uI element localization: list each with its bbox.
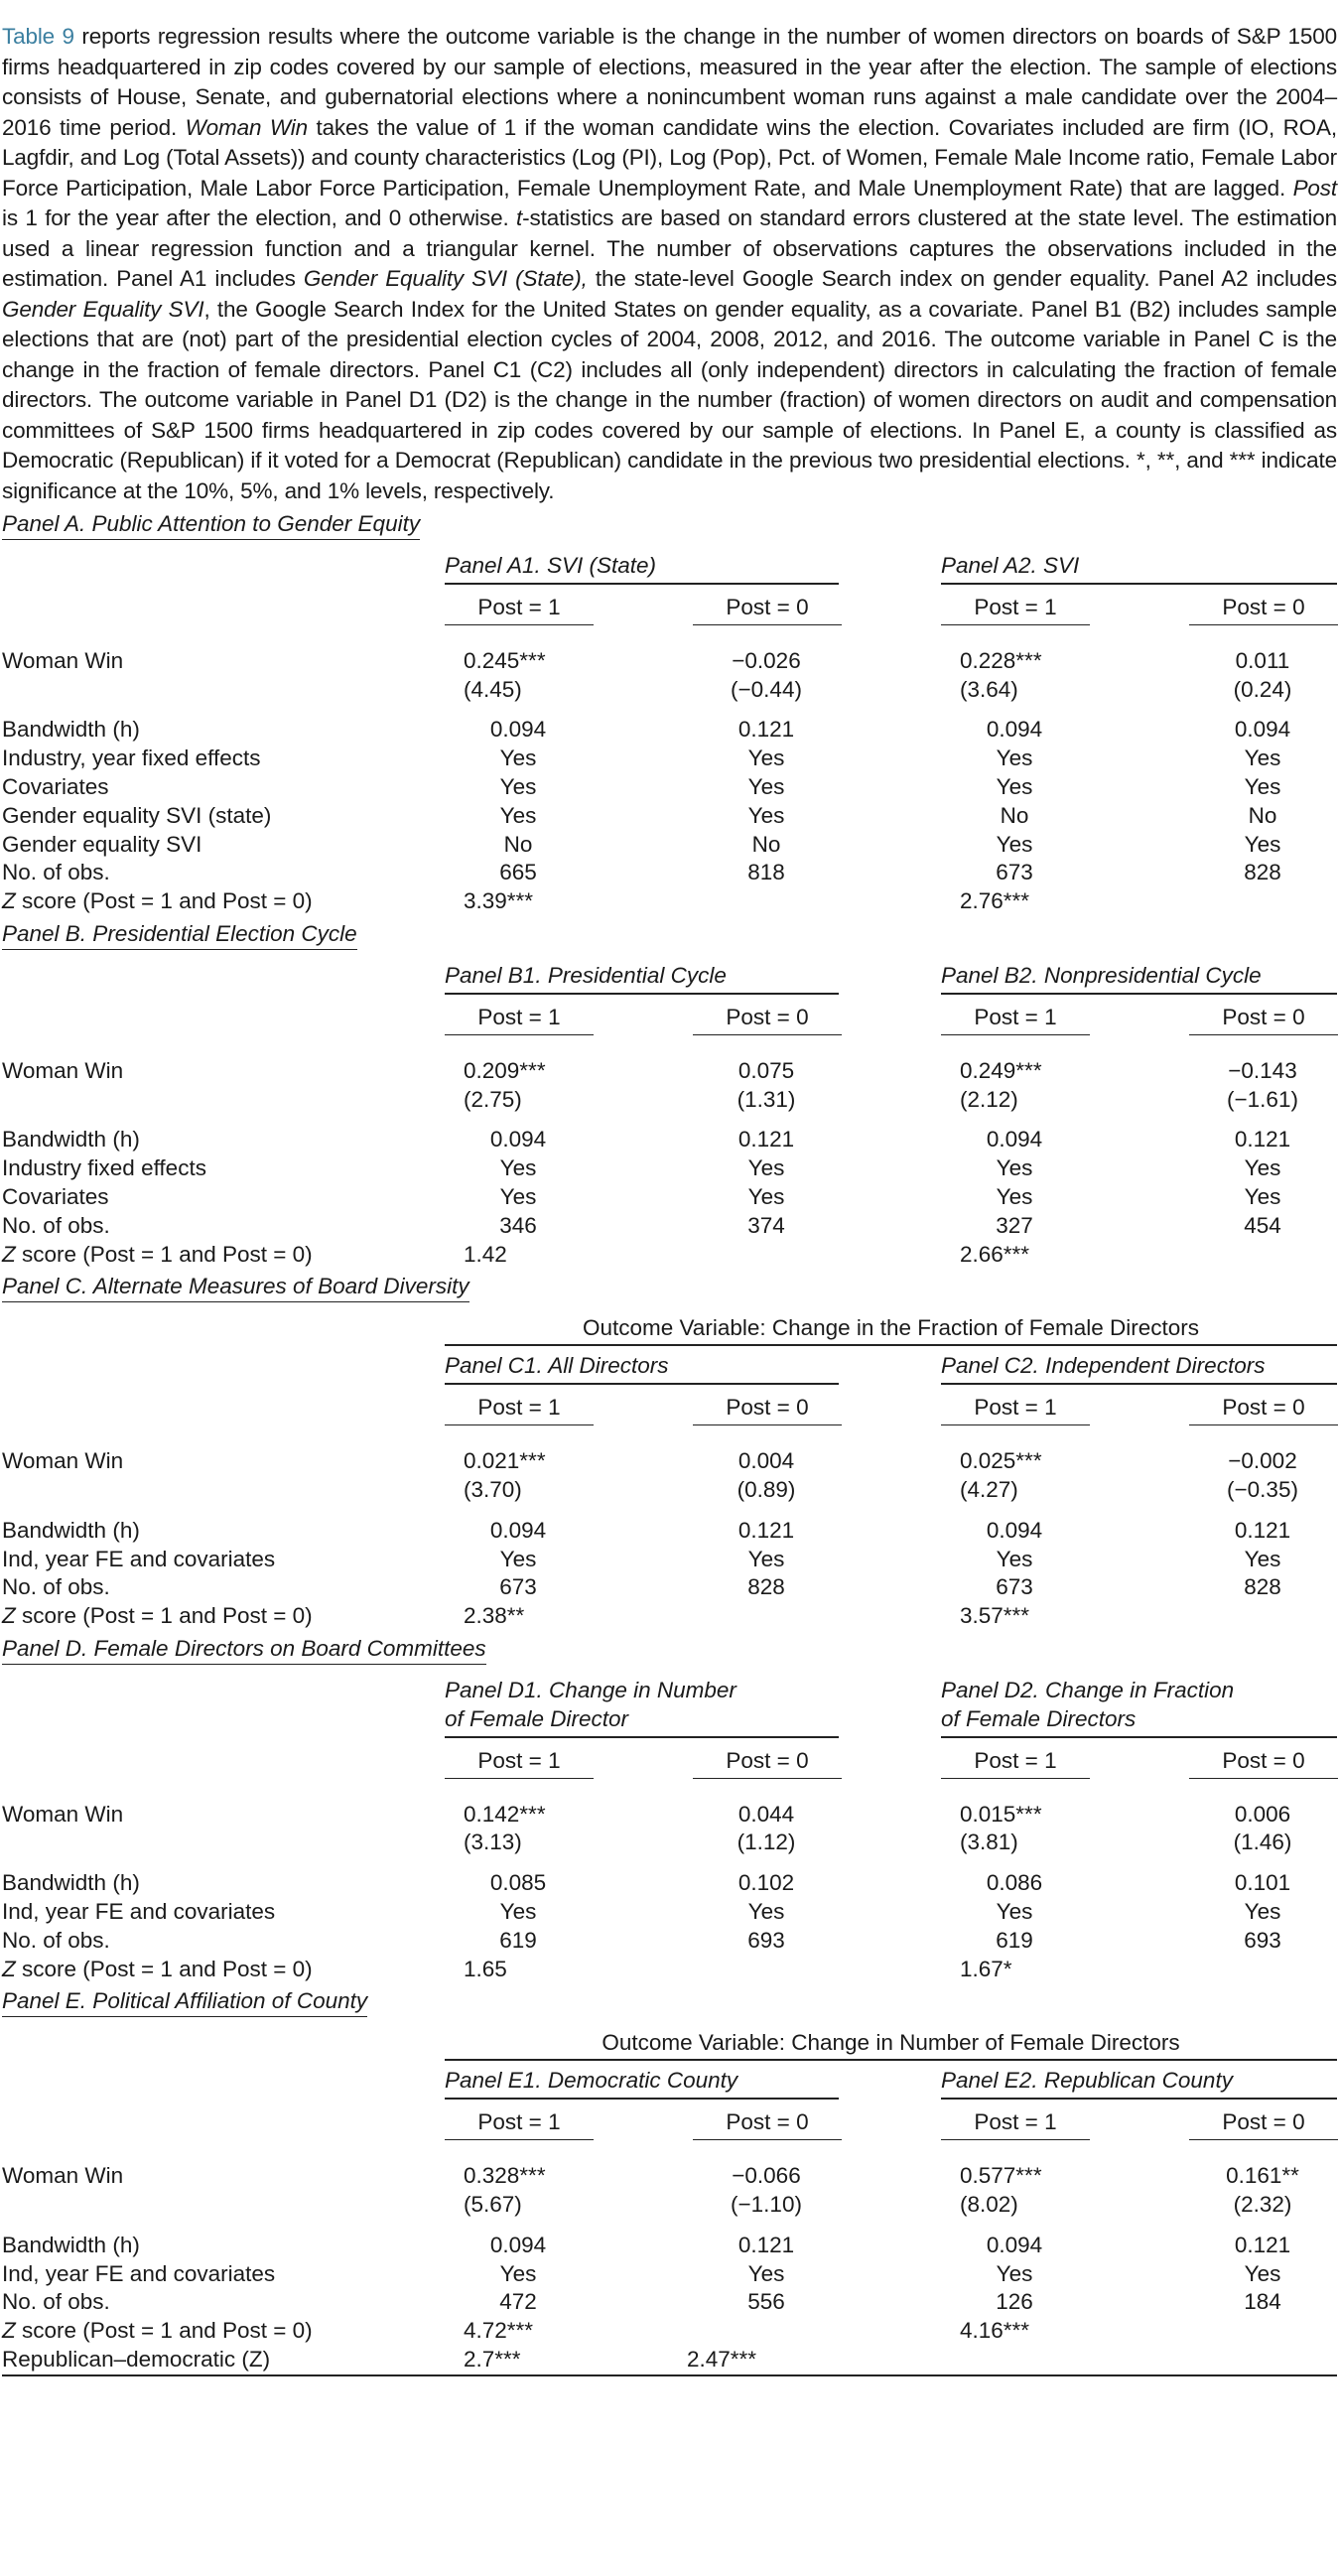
row-label: Gender equality SVI (state) [2, 802, 272, 828]
table-cell: Yes [747, 2260, 785, 2286]
table-cell: 0.121 [737, 717, 795, 743]
table-cell: 472 [499, 2289, 537, 2315]
table-cell: 828 [1244, 1574, 1281, 1600]
table-cell: 2.38** [464, 1603, 525, 1629]
table-cell: 126 [996, 2289, 1033, 2315]
t-statistic: (4.27) [960, 1476, 1018, 1502]
table-cell: 556 [747, 2289, 785, 2315]
table-cell: 4.72*** [464, 2318, 534, 2344]
table-rule [445, 624, 594, 625]
table-cell: 327 [996, 1212, 1033, 1238]
table-cell: 454 [1244, 1212, 1281, 1238]
row-label: Covariates [2, 1184, 109, 1209]
table-cell: 0.094 [489, 1517, 547, 1543]
table-caption: Table 9 reports regression results where the outcome variable is the change in the number of women directors on boards of S&P 1500 firms headquartered in zip codes covered by our sample of elections, measured in the year after the election. The sample of elections consists of House, Senate, and gubernatorial elections where a nonincumbent woman runs against a male candidate over the 2004–2016 time period. Woman Win takes the value of 1 if the woman candidate wins the election. Covariates included are firm (IO, ROA, Lagfdir, and Log (Total Assets)) and county characteristics (Log (PI), Log (Pop), Pct. of Women, Female Male Income ratio, Female Labor Force Participation, Male Labor Force Participation, Female Unemployment Rate, and Male Unemployment Rate) that are lagged. Post is 1 for the year after the election, and 0 otherwise. t-statistics are based on standard errors clustered at the state level. The estimation used a linear regression function and a triangular kernel. The number of observations captures the observations included in the estimation. Panel A1 includes Gender Equality SVI (State), the state-level Google Search index on gender equality. Panel A2 includes Gender Equality SVI, the Google Search Index for the United States on gender equality, as a covariate. Panel B1 (B2) includes sample elections that are (not) part of the presidential election cycles of 2004, 2008, 2012, and 2016. The outcome variable in Panel C is the change in the fraction of female directors. Panel C1 (C2) includes all (only independent) directors in calculating the fraction of female directors. The outcome variable in Panel D1 (D2) is the change in the number (fraction) of women directors on audit and compensation committees of S&P 1500 firms headquartered in zip codes covered by our sample of elections. In Panel E, a county is classified as Democratic (Republican) if it voted for a Democrat (Republican) candidate in the previous two presidential elections. *, **, and *** indicate significance at the 10%, 5%, and 1% levels, respectively. [2, 24, 1337, 503]
table-rule [693, 1034, 842, 1035]
subpanel-title: Panel E2. Republican County [941, 2068, 1233, 2094]
row-label: Bandwidth (h) [2, 1870, 140, 1896]
coefficient-value: −0.143 [1228, 1057, 1297, 1083]
table-cell: Yes [996, 831, 1033, 857]
row-label: Z score (Post = 1 and Post = 0) [2, 2318, 313, 2344]
column-header: Post = 1 [974, 1747, 1057, 1773]
coefficient-value: 0.021*** [464, 1448, 546, 1474]
table-cell: Yes [1244, 1184, 1281, 1209]
table-cell: 2.76*** [960, 888, 1030, 914]
table-cell: 0.094 [986, 717, 1043, 743]
t-statistic: (3.64) [960, 676, 1018, 702]
panel-body [2, 950, 1337, 1273]
t-statistic: (1.46) [1233, 1830, 1292, 1855]
coefficient-value: 0.075 [737, 1057, 795, 1083]
row-label: Bandwidth (h) [2, 717, 140, 743]
table-cell: 2.7*** [464, 2346, 521, 2372]
table-cell: No [1248, 802, 1277, 828]
panel-body [2, 1302, 1337, 1635]
coefficient-value: 0.577*** [960, 2163, 1042, 2189]
table-cell: 1.67* [960, 1956, 1012, 1981]
table-rule [693, 2139, 842, 2140]
coefficient-value: 0.004 [737, 1448, 795, 1474]
subpanel-title: Panel B2. Nonpresidential Cycle [941, 963, 1262, 988]
column-header: Post = 0 [726, 1004, 809, 1029]
t-statistic: (2.32) [1233, 2191, 1292, 2217]
row-label: No. of obs. [2, 1574, 110, 1600]
table-cell: Yes [499, 1546, 537, 1571]
subpanel-title: Panel C2. Independent Directors [941, 1353, 1266, 1379]
table-cell: 1.65 [464, 1956, 507, 1981]
table-rule [941, 1034, 1090, 1035]
table-cell: 0.121 [737, 1517, 795, 1543]
table-rule [1189, 2139, 1338, 2140]
table-rule [941, 993, 1337, 995]
column-header: Post = 0 [1222, 2109, 1305, 2135]
table-rule [445, 1034, 594, 1035]
subpanel-title: of Female Director [445, 1705, 629, 1731]
table-cell: 0.094 [986, 2232, 1043, 2257]
row-label: Republican–democratic (Z) [2, 2346, 271, 2372]
panel-title: Panel A. Public Attention to Gender Equity [2, 510, 420, 540]
column-header: Post = 0 [726, 2109, 809, 2135]
panel-section [2, 1635, 1337, 1987]
column-header: Post = 1 [974, 1004, 1057, 1029]
table-cell: No [503, 831, 533, 857]
table-cell: 665 [499, 860, 537, 885]
table-cell: 184 [1244, 2289, 1281, 2315]
row-label: Covariates [2, 774, 109, 799]
panel-section [2, 920, 1337, 1273]
t-statistic: (4.45) [464, 676, 522, 702]
column-header: Post = 0 [1222, 1747, 1305, 1773]
table-rule [941, 1424, 1090, 1425]
table-cell: Yes [747, 1546, 785, 1571]
subpanel-title: Panel C1. All Directors [445, 1353, 669, 1379]
table-cell: Yes [996, 774, 1033, 799]
table-rule [941, 1778, 1090, 1779]
table-rule [1189, 1034, 1338, 1035]
t-statistic: (−1.61) [1227, 1086, 1298, 1112]
row-label: Ind, year FE and covariates [2, 1898, 276, 1924]
table-cell: 0.121 [1234, 2232, 1291, 2257]
column-header: Post = 1 [974, 2109, 1057, 2135]
table-cell: Yes [1244, 2260, 1281, 2286]
table-cell: 0.102 [737, 1870, 795, 1896]
row-label: Ind, year FE and covariates [2, 1546, 276, 1571]
row-label: Bandwidth (h) [2, 2232, 140, 2257]
table-rule [445, 993, 839, 995]
table-cell: 673 [499, 1574, 537, 1600]
column-header: Post = 1 [974, 594, 1057, 619]
t-statistic: (3.81) [960, 1830, 1018, 1855]
table-cell: Yes [996, 1546, 1033, 1571]
table-cell: 619 [499, 1927, 537, 1953]
table-cell: 0.121 [1234, 1517, 1291, 1543]
table-rule [445, 2139, 594, 2140]
column-header: Post = 0 [1222, 594, 1305, 619]
table-rule [941, 624, 1090, 625]
table-cell: Yes [996, 2260, 1033, 2286]
table-cell: Yes [1244, 1155, 1281, 1181]
column-header: Post = 0 [726, 594, 809, 619]
panel-section [2, 1273, 1337, 1635]
panel-body [2, 1665, 1337, 1987]
row-label: Bandwidth (h) [2, 1127, 140, 1152]
table-link[interactable]: Table 9 [2, 24, 74, 49]
table-cell: 0.121 [737, 1127, 795, 1152]
column-header: Post = 0 [726, 1747, 809, 1773]
table-rule [941, 1736, 1337, 1738]
t-statistic: (−0.44) [731, 676, 802, 702]
subpanel-title: Panel E1. Democratic County [445, 2068, 738, 2094]
table-cell: Yes [499, 1155, 537, 1181]
row-label-woman-win: Woman Win [2, 2163, 124, 2189]
table-cell: 346 [499, 1212, 537, 1238]
table-cell: Yes [747, 746, 785, 771]
coefficient-value: 0.209*** [464, 1057, 546, 1083]
t-statistic: (2.75) [464, 1086, 522, 1112]
regression-table [2, 510, 1337, 2378]
coefficient-value: 0.006 [1234, 1801, 1291, 1827]
table-cell: Yes [996, 1184, 1033, 1209]
table-rule [941, 583, 1337, 585]
table-rule [1189, 1778, 1338, 1779]
panel-title: Panel D. Female Directors on Board Committees [2, 1635, 486, 1665]
table-cell: 828 [747, 1574, 785, 1600]
row-label-woman-win: Woman Win [2, 1057, 124, 1083]
subpanel-title: of Female Directors [941, 1705, 1137, 1731]
row-label-woman-win: Woman Win [2, 1448, 124, 1474]
panel-title: Panel B. Presidential Election Cycle [2, 920, 357, 950]
table-cell: 4.16*** [960, 2318, 1030, 2344]
column-header: Post = 1 [477, 594, 561, 619]
table-cell: 0.094 [986, 1127, 1043, 1152]
t-statistic: (5.67) [464, 2191, 522, 2217]
coefficient-value: −0.026 [732, 647, 801, 673]
table-cell: 619 [996, 1927, 1033, 1953]
row-label: No. of obs. [2, 2289, 110, 2315]
subpanel-title: Panel D1. Change in Number [445, 1677, 736, 1702]
coefficient-value: 0.161** [1226, 2163, 1299, 2189]
table-cell: Yes [499, 1184, 537, 1209]
table-cell: Yes [1244, 1546, 1281, 1571]
subpanel-title: Panel A1. SVI (State) [445, 553, 657, 578]
table-cell: Yes [996, 1155, 1033, 1181]
table-cell: 2.47*** [687, 2346, 757, 2372]
coefficient-value: −0.002 [1228, 1448, 1297, 1474]
table-cell: 0.094 [1234, 717, 1291, 743]
table-rule [693, 1778, 842, 1779]
table-cell: Yes [499, 746, 537, 771]
panel-section [2, 1987, 1337, 2377]
coefficient-value: 0.015*** [960, 1801, 1042, 1827]
table-cell: 3.57*** [960, 1603, 1030, 1629]
table-cell: Yes [499, 1898, 537, 1924]
panel-title: Panel E. Political Affiliation of County [2, 1987, 367, 2017]
table-rule [445, 1424, 594, 1425]
row-label: Ind, year FE and covariates [2, 2260, 276, 2286]
table-rule [445, 1383, 839, 1385]
table-cell: 828 [1244, 860, 1281, 885]
column-header: Post = 0 [726, 1395, 809, 1421]
table-rule [445, 2059, 1337, 2061]
table-cell: 2.66*** [960, 1241, 1030, 1267]
table-rule [941, 1383, 1337, 1385]
table-cell: Yes [499, 2260, 537, 2286]
t-statistic: (−0.35) [1227, 1476, 1298, 1502]
table-cell: 673 [996, 860, 1033, 885]
coefficient-value: 0.011 [1235, 647, 1290, 673]
table-cell: 0.085 [489, 1870, 547, 1896]
t-statistic: (8.02) [960, 2191, 1018, 2217]
table-rule [1189, 1424, 1338, 1425]
t-statistic: (2.12) [960, 1086, 1018, 1112]
table-cell: 673 [996, 1574, 1033, 1600]
table-rule [693, 1424, 842, 1425]
table-cell: 693 [747, 1927, 785, 1953]
table-cell: 374 [747, 1212, 785, 1238]
table-cell: 0.094 [489, 1127, 547, 1152]
table-cell: Yes [1244, 1898, 1281, 1924]
coefficient-value: 0.249*** [960, 1057, 1042, 1083]
t-statistic: (1.12) [736, 1830, 796, 1855]
panel-section [2, 510, 1337, 920]
coefficient-value: 0.228*** [960, 647, 1042, 673]
column-header: Post = 1 [477, 1004, 561, 1029]
outcome-variable-heading: Outcome Variable: Change in the Fraction of Female Directors [582, 1315, 1200, 1341]
table-bottom-rule [2, 2374, 1337, 2376]
table-cell: 0.101 [1234, 1870, 1291, 1896]
t-statistic: (3.70) [464, 1476, 522, 1502]
table-cell: No [1000, 802, 1029, 828]
column-header: Post = 1 [974, 1395, 1057, 1421]
row-label: Industry, year fixed effects [2, 746, 261, 771]
row-label: Z score (Post = 1 and Post = 0) [2, 1603, 313, 1629]
table-rule [941, 2139, 1090, 2140]
table-cell: 0.094 [986, 1517, 1043, 1543]
column-header: Post = 0 [1222, 1004, 1305, 1029]
row-label: Z score (Post = 1 and Post = 0) [2, 1241, 313, 1267]
table-rule [445, 2098, 839, 2100]
row-label: Bandwidth (h) [2, 1517, 140, 1543]
table-cell: 0.121 [737, 2232, 795, 2257]
table-cell: Yes [747, 1155, 785, 1181]
t-statistic: (0.89) [736, 1476, 796, 1502]
table-cell: Yes [1244, 774, 1281, 799]
t-statistic: (3.13) [464, 1830, 522, 1855]
table-cell: Yes [747, 1184, 785, 1209]
table-rule [445, 1778, 594, 1779]
table-cell: Yes [1244, 746, 1281, 771]
t-statistic: (−1.10) [731, 2191, 802, 2217]
column-header: Post = 1 [477, 1747, 561, 1773]
column-header: Post = 1 [477, 2109, 561, 2135]
table-cell: 693 [1244, 1927, 1281, 1953]
table-cell: Yes [747, 774, 785, 799]
row-label: Z score (Post = 1 and Post = 0) [2, 1956, 313, 1981]
row-label-woman-win: Woman Win [2, 1801, 124, 1827]
row-label-woman-win: Woman Win [2, 647, 124, 673]
column-header: Post = 1 [477, 1395, 561, 1421]
table-cell: Yes [747, 802, 785, 828]
table-cell: 1.42 [464, 1241, 507, 1267]
coefficient-value: 0.025*** [960, 1448, 1042, 1474]
table-cell: 818 [747, 860, 785, 885]
table-cell: No [751, 831, 781, 857]
table-cell: 0.121 [1234, 1127, 1291, 1152]
row-label: No. of obs. [2, 1212, 110, 1238]
table-rule [445, 583, 839, 585]
subpanel-title: Panel A2. SVI [941, 553, 1080, 578]
row-label: Gender equality SVI [2, 831, 202, 857]
subpanel-title: Panel B1. Presidential Cycle [445, 963, 727, 988]
t-statistic: (0.24) [1233, 676, 1292, 702]
panel-body [2, 2017, 1337, 2377]
table-cell: Yes [499, 774, 537, 799]
coefficient-value: −0.066 [732, 2163, 801, 2189]
table-rule [445, 1736, 839, 1738]
table-cell: Yes [996, 1898, 1033, 1924]
table-rule [941, 2098, 1337, 2100]
row-label: No. of obs. [2, 1927, 110, 1953]
panel-title: Panel C. Alternate Measures of Board Diversity [2, 1273, 469, 1302]
coefficient-value: 0.142*** [464, 1801, 546, 1827]
table-cell: 0.094 [489, 2232, 547, 2257]
table-cell: Yes [747, 1898, 785, 1924]
table-cell: 0.086 [986, 1870, 1043, 1896]
table-rule [445, 1344, 1337, 1346]
table-rule [693, 624, 842, 625]
coefficient-value: 0.245*** [464, 647, 546, 673]
outcome-variable-heading: Outcome Variable: Change in Number of Female Directors [602, 2030, 1180, 2056]
coefficient-value: 0.044 [737, 1801, 795, 1827]
subpanel-title: Panel D2. Change in Fraction [941, 1677, 1235, 1702]
row-label: Z score (Post = 1 and Post = 0) [2, 888, 313, 914]
table-cell: 3.39*** [464, 888, 534, 914]
table-cell: Yes [499, 802, 537, 828]
coefficient-value: 0.328*** [464, 2163, 546, 2189]
table-rule [1189, 624, 1338, 625]
table-cell: Yes [996, 746, 1033, 771]
row-label: No. of obs. [2, 860, 110, 885]
column-header: Post = 0 [1222, 1395, 1305, 1421]
table-cell: 0.094 [489, 717, 547, 743]
row-label: Industry fixed effects [2, 1155, 206, 1181]
t-statistic: (1.31) [736, 1086, 796, 1112]
table-cell: Yes [1244, 831, 1281, 857]
panel-body [2, 540, 1337, 920]
